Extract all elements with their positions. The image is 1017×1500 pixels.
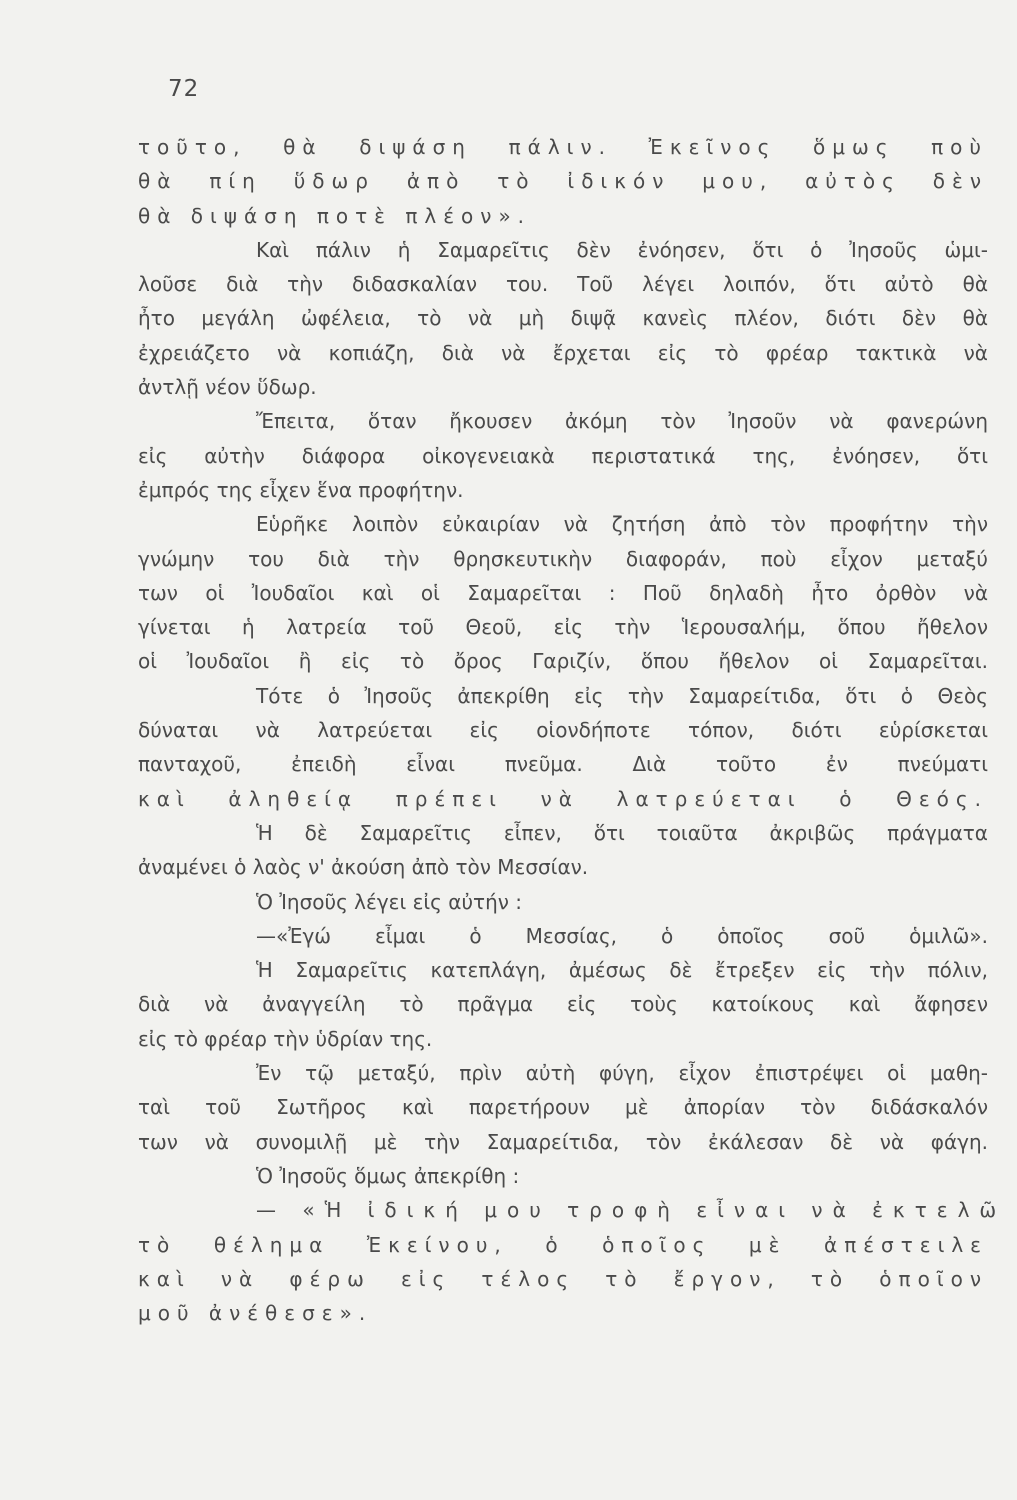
text-line: πανταχοῦ, ἐπειδὴ εἶναι πνεῦμα. Διὰ τοῦτο ἐν πνεύματι — [138, 752, 988, 777]
text-line: τοῦτο, θὰ διψάση πάλιν. Ἐκεῖνος ὅμως ποὺ — [138, 135, 988, 159]
text-line: Ἐν τῷ μεταξύ, πρὶν αὐτὴ φύγη, εἶχον ἐπιστρέψει οἱ μαθη- — [256, 1061, 988, 1086]
text-line: Ἡ δὲ Σαμαρεῖτις εἶπεν, ὅτι τοιαῦτα ἀκριβῶς πράγματα — [256, 820, 988, 845]
text-line: Καὶ πάλιν ἡ Σαμαρεῖτις δὲν ἐνόησεν, ὅτι ὁ Ἰησοῦς ὡμι- — [256, 237, 988, 262]
text-line: ἐμπρός της εἶχεν ἕνα προφήτην. — [138, 477, 464, 502]
text-line: διὰ νὰ ἀναγγείλη τὸ πρᾶγμα εἰς τοὺς κατοίκους καὶ ἄφησεν — [138, 992, 988, 1017]
text-line: γνώμην του διὰ τὴν θρησκευτικὴν διαφοράν, ποὺ εἶχον μεταξύ — [138, 546, 988, 571]
text-line: ἐχρειάζετο νὰ κοπιάζη, διὰ νὰ ἔρχεται εἰς τὸ φρέαρ τακτικὰ νὰ — [138, 340, 988, 365]
text-line: ἀναμένει ὁ λαὸς ν' ἀκούση ἀπὸ τὸν Μεσσίαν. — [138, 855, 589, 880]
text-line: Εὑρῆκε λοιπὸν εὐκαιρίαν νὰ ζητήση ἀπὸ τὸν προφήτην τὴν — [256, 512, 988, 537]
text-line: γίνεται ἡ λατρεία τοῦ Θεοῦ, εἰς τὴν Ἱερουσαλήμ, ὅπου ἤθελον — [138, 615, 988, 640]
text-line: ἀντλῇ νέον ὕδωρ. — [138, 375, 317, 400]
text-line: Ἡ Σαμαρεῖτις κατεπλάγη, ἀμέσως δὲ ἔτρεξεν εἰς τὴν πόλιν, — [256, 958, 988, 983]
text-line: θὰ διψάση ποτὲ πλέον». — [138, 203, 532, 228]
text-line: θὰ πίη ὕδωρ ἀπὸ τὸ ἰδικόν μου, αὐτὸς δὲν — [138, 169, 988, 194]
page-number: 72 — [168, 76, 200, 102]
text-line: τὸ θέλημα Ἐκείνου, ὁ ὁποῖος μὲ ἀπέστειλε — [138, 1232, 988, 1257]
text-line: Ὁ Ἰησοῦς λέγει εἰς αὐτήν : — [256, 889, 523, 914]
text-line: λοῦσε διὰ τὴν διδασκαλίαν του. Τοῦ λέγει λοιπόν, ὅτι αὐτὸ θὰ — [138, 272, 988, 297]
text-line: — «Ἡ ἰδική μου τροφὴ εἶναι νὰ ἐκτελῶ — [256, 1198, 1007, 1223]
text-line: των οἱ Ἰουδαῖοι καὶ οἱ Σαμαρεῖται : Ποῦ δηλαδὴ ἦτο ὀρθὸν νὰ — [138, 580, 988, 605]
text-line: —«Ἐγώ εἶμαι ὁ Μεσσίας, ὁ ὁποῖος σοῦ ὁμιλῶ». — [256, 923, 988, 948]
text-line: εἰς τὸ φρέαρ τὴν ὑδρίαν της. — [138, 1026, 433, 1051]
text-line: των νὰ συνομιλῇ μὲ τὴν Σαμαρείτιδα, τὸν ἐκάλεσαν δὲ νὰ φάγη. — [138, 1129, 988, 1154]
text-line: οἱ Ἰουδαῖοι ἢ εἰς τὸ ὄρος Γαριζίν, ὅπου ἤθελον οἱ Σαμαρεῖται. — [138, 649, 988, 674]
text-line: Τότε ὁ Ἰησοῦς ἀπεκρίθη εἰς τὴν Σαμαρείτιδα, ὅτι ὁ Θεὸς — [256, 683, 988, 708]
text-line: Ἔπειτα, ὅταν ἤκουσεν ἀκόμη τὸν Ἰησοῦν νὰ φανερώνη — [256, 409, 988, 434]
text-line: Ὁ Ἰησοῦς ὅμως ἀπεκρίθη : — [256, 1163, 520, 1188]
body-text — [138, 130, 1007, 1330]
text-line: ἦτο μεγάλη ὠφέλεια, τὸ νὰ μὴ διψᾷ κανεὶς πλέον, διότι δὲν θὰ — [138, 306, 988, 331]
text-line: μοῦ ἀνέθεσε». — [138, 1301, 373, 1326]
text-line: καὶ νὰ φέρω εἰς τέλος τὸ ἔργον, τὸ ὁποῖον — [138, 1266, 988, 1291]
text-line: δύναται νὰ λατρεύεται εἰς οἱονδήποτε τόπον, διότι εὑρίσκεται — [138, 718, 988, 743]
text-line: ταὶ τοῦ Σωτῆρος καὶ παρετήρουν μὲ ἀπορίαν τὸν διδάσκαλόν — [138, 1095, 988, 1120]
text-line: καὶ ἀληθείᾳ πρέπει νὰ λατρεύεται ὁ Θεός. — [138, 786, 988, 811]
text-line: εἰς αὐτὴν διάφορα οἰκογενειακὰ περιστατικά της, ἐνόησεν, ὅτι — [138, 443, 988, 468]
